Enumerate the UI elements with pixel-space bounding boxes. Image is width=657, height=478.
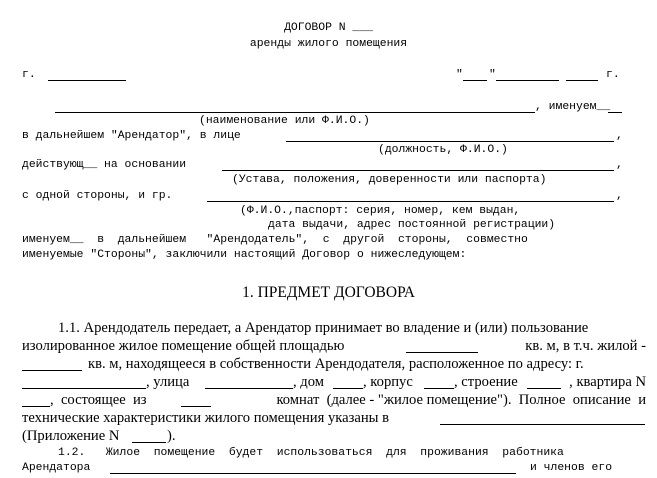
date-quote-close: " xyxy=(489,69,496,81)
p2-line-2a: Арендатора xyxy=(22,462,91,474)
hint-passport-1: (Ф.И.О.,паспорт: серия, номер, кем выдан, xyxy=(240,205,521,217)
comma-3: , xyxy=(616,190,623,202)
p2-line-2b: и членов его xyxy=(530,462,613,474)
parties-line: именуемые "Стороны", заключили настоящий Договор о нижеследующем: xyxy=(22,249,467,261)
p1-structure-label: , строение xyxy=(454,374,518,390)
hint-basis: (Устава, положения, доверенности или паспорта) xyxy=(232,174,547,186)
p1-appendix-label: (Приложение N xyxy=(22,428,120,444)
citizen-blank[interactable] xyxy=(207,201,614,202)
basis-blank[interactable] xyxy=(222,170,614,171)
hint-position: (должность, Ф.И.О.) xyxy=(378,144,508,156)
contract-title: ДОГОВОР N ___ xyxy=(284,22,373,34)
named-ending-blank[interactable] xyxy=(608,112,622,113)
contract-subtitle: аренды жилого помещения xyxy=(249,38,408,50)
p1-street-label: , улица xyxy=(146,374,190,390)
appendix-name-blank[interactable] xyxy=(440,424,645,425)
p1-consists-label: , состоящее из xyxy=(50,392,147,408)
date-quote-open: " xyxy=(456,69,463,81)
living-area-blank[interactable] xyxy=(22,370,82,371)
house-blank[interactable] xyxy=(333,388,363,389)
date-month-blank[interactable] xyxy=(496,80,559,81)
other-party-line: с одной стороны, и гр. xyxy=(22,190,173,202)
total-area-blank[interactable] xyxy=(406,352,478,353)
lessor-line: именуем__ в дальнейшем "Арендодатель", с другой стороны, совместно xyxy=(22,234,528,246)
p2-line-1: 1.2. Жилое помещение будет использоваться для проживания работника xyxy=(58,447,564,459)
comma-2: , xyxy=(616,159,623,171)
p1-line-1: 1.1. Арендодатель передает, а Арендатор принимает во владение и (или) пользование xyxy=(58,320,589,336)
structure-blank[interactable] xyxy=(527,388,561,389)
apartment-blank[interactable] xyxy=(22,406,50,407)
appendix-number-blank[interactable] xyxy=(132,442,166,443)
city-blank[interactable] xyxy=(48,80,126,81)
rooms-blank[interactable] xyxy=(181,406,211,407)
street-blank[interactable] xyxy=(205,388,293,389)
named-suffix: , именуем__ xyxy=(535,101,611,113)
lessee-name-blank[interactable] xyxy=(55,112,535,113)
comma-1: , xyxy=(616,130,623,142)
date-day-blank[interactable] xyxy=(463,80,487,81)
p1-building-label: , корпус xyxy=(363,374,413,390)
address-city-blank[interactable] xyxy=(22,388,146,389)
building-blank[interactable] xyxy=(424,388,454,389)
hint-name: (наименование или Ф.И.О.) xyxy=(199,115,370,127)
representative-blank[interactable] xyxy=(286,141,614,142)
p1-rooms-text: комнат (далее - "жилое помещение"). Полное описание и xyxy=(276,392,646,408)
basis-line: действующ__ на основании xyxy=(22,159,187,171)
p1-line-6: технические характеристики жилого помещения указаны в xyxy=(22,410,390,426)
p1-appendix-close: ). xyxy=(167,428,176,444)
date-year-blank[interactable] xyxy=(566,80,598,81)
employee-blank[interactable] xyxy=(110,473,516,474)
date-suffix: г. xyxy=(606,69,620,81)
city-prefix: г. xyxy=(22,69,36,81)
p1-line-2a: изолированное жилое помещение общей площадью xyxy=(22,338,345,354)
section-1-title: 1. ПРЕДМЕТ ДОГОВОРА xyxy=(242,284,415,301)
lessee-line: в дальнейшем "Арендатор", в лице xyxy=(22,130,241,142)
p1-line-3: кв. м, находящееся в собственности Арендодателя, расположенное по адресу: г. xyxy=(88,356,584,372)
p1-line-2b: кв. м, в т.ч. жилой - xyxy=(525,338,646,354)
p1-apartment-label: , квартира N xyxy=(569,374,646,390)
hint-passport-2: дата выдачи, адрес постоянной регистрации) xyxy=(268,219,556,231)
p1-house-label: , дом xyxy=(293,374,324,390)
